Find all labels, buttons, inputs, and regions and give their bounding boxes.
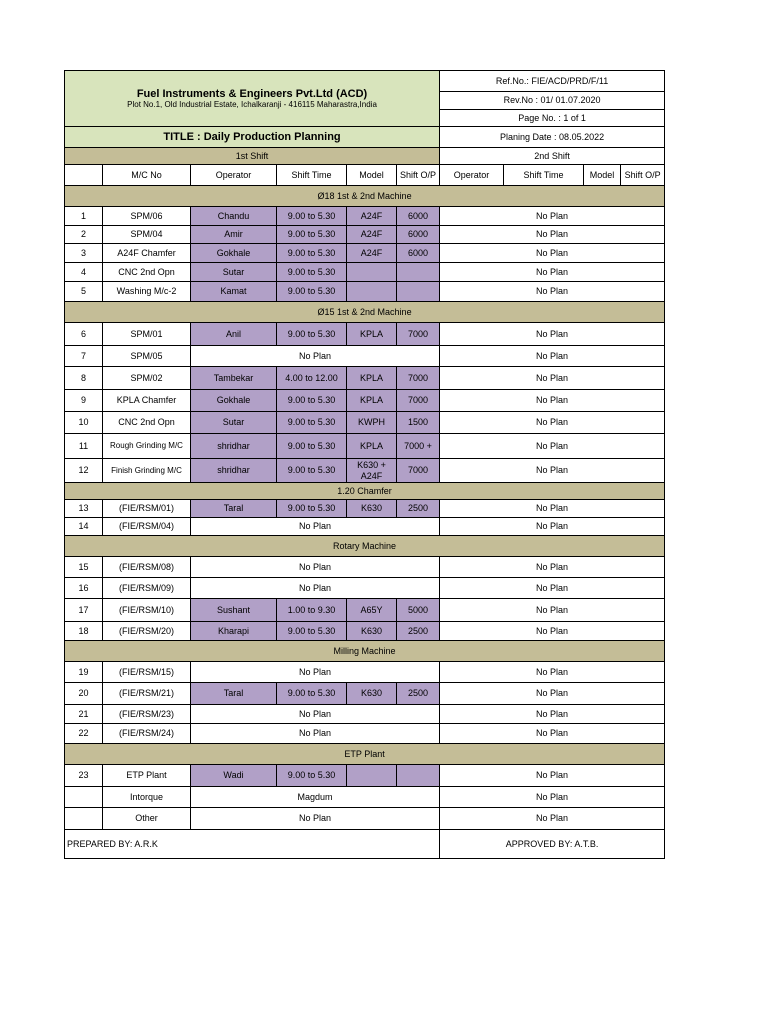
shift-output <box>397 263 440 282</box>
operator: Sushant <box>191 599 277 622</box>
shift2-plan: No Plan <box>440 367 665 390</box>
col-operator-2: Operator <box>440 165 504 186</box>
table-row <box>65 263 665 282</box>
machine-no: ETP Plant <box>103 765 191 787</box>
machine-no: A24F Chamfer <box>103 244 191 263</box>
machine-no: (FIE/RSM/01) <box>103 500 191 518</box>
table-row <box>65 683 665 705</box>
table-row <box>65 500 665 518</box>
shift2-plan: No Plan <box>440 724 665 744</box>
shift2-plan: No Plan <box>440 557 665 578</box>
shift-output: 2500 <box>397 683 440 705</box>
sr-no: 8 <box>65 367 103 390</box>
sr-no: 7 <box>65 346 103 367</box>
machine-no: (FIE/RSM/20) <box>103 622 191 641</box>
machine-no: KPLA Chamfer <box>103 390 191 412</box>
model: K630 <box>347 622 397 641</box>
table-row <box>65 207 665 226</box>
table-row <box>65 578 665 599</box>
shift1-plan: No Plan <box>191 578 440 599</box>
machine-no: (FIE/RSM/04) <box>103 518 191 536</box>
operator: Gokhale <box>191 390 277 412</box>
shift-output: 5000 <box>397 599 440 622</box>
section-header-row <box>65 744 665 765</box>
table-row <box>65 808 665 830</box>
section-header-row <box>65 483 665 500</box>
shift1-plan: No Plan <box>191 724 440 744</box>
table-row <box>65 599 665 622</box>
shift2-plan: No Plan <box>440 390 665 412</box>
operator: Wadi <box>191 765 277 787</box>
table-row <box>65 705 665 724</box>
table-row <box>65 346 665 367</box>
model <box>347 282 397 302</box>
sr-no: 9 <box>65 390 103 412</box>
operator: Tambekar <box>191 367 277 390</box>
col-model-2: Model <box>584 165 621 186</box>
sr-no: 2 <box>65 226 103 244</box>
sr-no: 14 <box>65 518 103 536</box>
sr-no: 15 <box>65 557 103 578</box>
section-header-row <box>65 641 665 662</box>
shift2-plan: No Plan <box>440 705 665 724</box>
shift-time: 9.00 to 5.30 <box>277 207 347 226</box>
page-no: Page No. : 1 of 1 <box>440 110 665 127</box>
machine-no: (FIE/RSM/21) <box>103 683 191 705</box>
shift1-plan: No Plan <box>191 662 440 683</box>
model: KPLA <box>347 367 397 390</box>
table-row <box>65 662 665 683</box>
prepared-by: PREPARED BY: A.R.K <box>65 830 440 859</box>
model <box>347 263 397 282</box>
shift-output: 1500 <box>397 412 440 434</box>
shift2-plan: No Plan <box>440 500 665 518</box>
shift-time: 9.00 to 5.30 <box>277 282 347 302</box>
shift2-plan: No Plan <box>440 323 665 346</box>
section-title: 1.20 Chamfer <box>65 483 665 500</box>
section-title: Ø18 1st & 2nd Machine <box>65 186 665 207</box>
production-planning-sheet <box>64 70 665 859</box>
shift2-plan: No Plan <box>440 282 665 302</box>
machine-no: SPM/06 <box>103 207 191 226</box>
sr-no: 6 <box>65 323 103 346</box>
shift-time: 9.00 to 5.30 <box>277 412 347 434</box>
col-sr <box>65 165 103 186</box>
shift2-plan: No Plan <box>440 683 665 705</box>
operator: Kamat <box>191 282 277 302</box>
table-row <box>65 622 665 641</box>
shift2-plan: No Plan <box>440 662 665 683</box>
page-title: TITLE : Daily Production Planning <box>65 127 440 148</box>
col-mc-no: M/C No <box>103 165 191 186</box>
section-header-row <box>65 302 665 323</box>
shift1-plan: No Plan <box>191 808 440 830</box>
sr-no: 18 <box>65 622 103 641</box>
shift-time: 4.00 to 12.00 <box>277 367 347 390</box>
sheet-body <box>65 71 665 859</box>
shift-time: 9.00 to 5.30 <box>277 434 347 459</box>
operator: shridhar <box>191 434 277 459</box>
machine-no: CNC 2nd Opn <box>103 263 191 282</box>
shift1-plan: No Plan <box>191 705 440 724</box>
section-header-row <box>65 186 665 207</box>
operator: Gokhale <box>191 244 277 263</box>
machine-no: SPM/04 <box>103 226 191 244</box>
model: A24F <box>347 226 397 244</box>
machine-no: Washing M/c-2 <box>103 282 191 302</box>
shift-output: 6000 <box>397 207 440 226</box>
model: K630 + A24F <box>347 459 397 483</box>
machine-no: CNC 2nd Opn <box>103 412 191 434</box>
model: KPLA <box>347 323 397 346</box>
machine-no: (FIE/RSM/24) <box>103 724 191 744</box>
shift-output: 6000 <box>397 244 440 263</box>
shift-output: 2500 <box>397 500 440 518</box>
shift2-plan: No Plan <box>440 459 665 483</box>
operator: Anil <box>191 323 277 346</box>
sr-no: 22 <box>65 724 103 744</box>
company-name: Fuel Instruments & Engineers Pvt.Ltd (ACD) <box>136 87 368 100</box>
sr-no <box>65 787 103 808</box>
col-shift-time: Shift Time <box>277 165 347 186</box>
shift-time: 9.00 to 5.30 <box>277 765 347 787</box>
operator: Taral <box>191 500 277 518</box>
shift2-plan: No Plan <box>440 808 665 830</box>
sr-no: 10 <box>65 412 103 434</box>
table-row <box>65 282 665 302</box>
model <box>347 765 397 787</box>
shift2-plan: No Plan <box>440 599 665 622</box>
table-row <box>65 518 665 536</box>
machine-no: SPM/05 <box>103 346 191 367</box>
machine-no: (FIE/RSM/08) <box>103 557 191 578</box>
shift-output <box>397 282 440 302</box>
shift-time: 1.00 to 9.30 <box>277 599 347 622</box>
sr-no: 16 <box>65 578 103 599</box>
machine-no: SPM/02 <box>103 367 191 390</box>
shift1-label: 1st Shift <box>65 148 440 165</box>
machine-no: SPM/01 <box>103 323 191 346</box>
shift2-plan: No Plan <box>440 765 665 787</box>
machine-no: Other <box>103 808 191 830</box>
model: A24F <box>347 244 397 263</box>
col-operator: Operator <box>191 165 277 186</box>
model: KPLA <box>347 434 397 459</box>
machine-no: Finish Grinding M/C <box>103 459 191 483</box>
table-row <box>65 412 665 434</box>
table-row <box>65 787 665 808</box>
machine-no: (FIE/RSM/09) <box>103 578 191 599</box>
company-header <box>65 71 440 127</box>
operator: Taral <box>191 683 277 705</box>
rev-no: Rev.No : 01/ 01.07.2020 <box>440 92 665 110</box>
model: KWPH <box>347 412 397 434</box>
shift1-plan: No Plan <box>191 346 440 367</box>
company-address: Plot No.1, Old Industrial Estate, Ichalkaranji - 416115 Maharastra,India <box>127 100 377 110</box>
ref-no: Ref.No.: FIE/ACD/PRD/F/11 <box>440 71 665 92</box>
sr-no: 3 <box>65 244 103 263</box>
machine-no: (FIE/RSM/15) <box>103 662 191 683</box>
shift2-plan: No Plan <box>440 518 665 536</box>
shift1-plan: Magdum <box>191 787 440 808</box>
sr-no: 20 <box>65 683 103 705</box>
machine-no: (FIE/RSM/23) <box>103 705 191 724</box>
machine-no: Intorque <box>103 787 191 808</box>
approved-by: APPROVED BY: A.T.B. <box>440 830 665 859</box>
table-row <box>65 765 665 787</box>
shift2-plan: No Plan <box>440 434 665 459</box>
shift-time: 9.00 to 5.30 <box>277 323 347 346</box>
shift1-plan: No Plan <box>191 518 440 536</box>
shift2-plan: No Plan <box>440 226 665 244</box>
model: K630 <box>347 683 397 705</box>
shift-output: 7000 <box>397 390 440 412</box>
table-row <box>65 390 665 412</box>
shift1-plan: No Plan <box>191 557 440 578</box>
section-title: Rotary Machine <box>65 536 665 557</box>
operator: Kharapi <box>191 622 277 641</box>
col-model: Model <box>347 165 397 186</box>
section-title: ETP Plant <box>65 744 665 765</box>
machine-no: Rough Grinding M/C <box>103 434 191 459</box>
model: A24F <box>347 207 397 226</box>
col-shift-time-2: Shift Time <box>504 165 584 186</box>
table-row <box>65 244 665 263</box>
shift-time: 9.00 to 5.30 <box>277 500 347 518</box>
model: K630 <box>347 500 397 518</box>
shift2-plan: No Plan <box>440 622 665 641</box>
planning-date: Planing Date : 08.05.2022 <box>440 127 665 148</box>
col-shift-op: Shift O/P <box>397 165 440 186</box>
section-title: Ø15 1st & 2nd Machine <box>65 302 665 323</box>
table-row <box>65 367 665 390</box>
model: KPLA <box>347 390 397 412</box>
sr-no: 19 <box>65 662 103 683</box>
col-shift-op-2: Shift O/P <box>621 165 665 186</box>
operator: Chandu <box>191 207 277 226</box>
shift2-plan: No Plan <box>440 244 665 263</box>
operator: Sutar <box>191 263 277 282</box>
shift2-plan: No Plan <box>440 346 665 367</box>
shift-time: 9.00 to 5.30 <box>277 226 347 244</box>
model: A65Y <box>347 599 397 622</box>
shift-time: 9.00 to 5.30 <box>277 244 347 263</box>
sr-no: 17 <box>65 599 103 622</box>
shift-time: 9.00 to 5.30 <box>277 622 347 641</box>
sr-no: 12 <box>65 459 103 483</box>
shift-time: 9.00 to 5.30 <box>277 390 347 412</box>
shift2-label: 2nd Shift <box>440 148 665 165</box>
sr-no: 5 <box>65 282 103 302</box>
sr-no: 21 <box>65 705 103 724</box>
table-row <box>65 557 665 578</box>
shift-output: 7000 + <box>397 434 440 459</box>
shift2-plan: No Plan <box>440 263 665 282</box>
sr-no: 1 <box>65 207 103 226</box>
sr-no: 13 <box>65 500 103 518</box>
shift-output: 6000 <box>397 226 440 244</box>
table-row <box>65 226 665 244</box>
shift-output: 7000 <box>397 459 440 483</box>
machine-no: (FIE/RSM/10) <box>103 599 191 622</box>
column-header-row <box>65 165 665 186</box>
table-row <box>65 459 665 483</box>
operator: shridhar <box>191 459 277 483</box>
table-row <box>65 434 665 459</box>
shift-output: 7000 <box>397 323 440 346</box>
sr-no: 4 <box>65 263 103 282</box>
section-title: Milling Machine <box>65 641 665 662</box>
shift-output: 2500 <box>397 622 440 641</box>
shift2-plan: No Plan <box>440 207 665 226</box>
shift2-plan: No Plan <box>440 412 665 434</box>
shift-time: 9.00 to 5.30 <box>277 263 347 282</box>
sr-no <box>65 808 103 830</box>
shift-output <box>397 765 440 787</box>
operator: Amir <box>191 226 277 244</box>
table-row <box>65 724 665 744</box>
operator: Sutar <box>191 412 277 434</box>
sr-no: 23 <box>65 765 103 787</box>
table-row <box>65 323 665 346</box>
footer-row <box>65 830 665 859</box>
sr-no: 11 <box>65 434 103 459</box>
shift-time: 9.00 to 5.30 <box>277 459 347 483</box>
shift2-plan: No Plan <box>440 578 665 599</box>
section-header-row <box>65 536 665 557</box>
shift-output: 7000 <box>397 367 440 390</box>
shift-time: 9.00 to 5.30 <box>277 683 347 705</box>
shift2-plan: No Plan <box>440 787 665 808</box>
